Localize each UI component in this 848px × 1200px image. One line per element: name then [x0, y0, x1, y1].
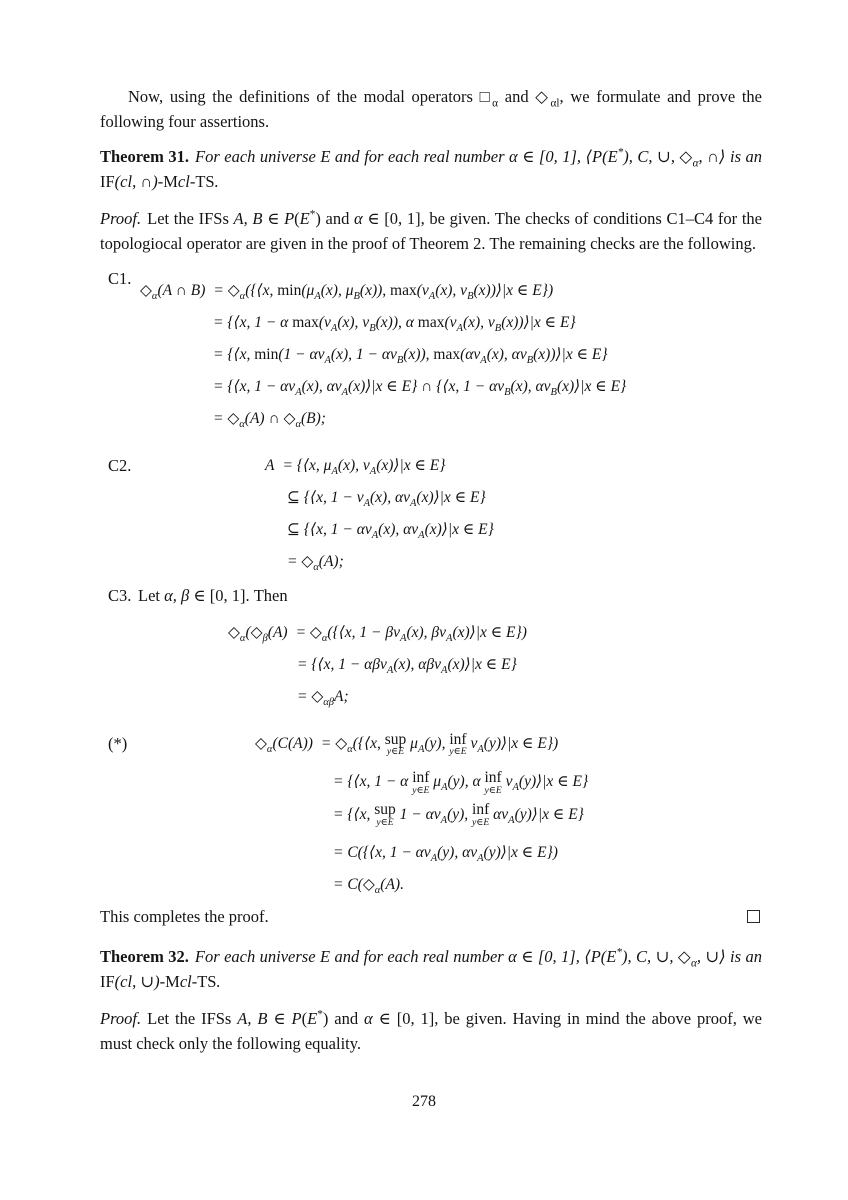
text-column [100, 0, 762, 1056]
equation-line: = {⟨x, sup y∈E $1 - \alpha\nu_A(y)$, inf y∈E $\alpha\nu_A(y)⟩|x$ ∈ E} [333, 801, 584, 828]
theorem-31-body: For each universe E and for each real number α ∈ [0, 1], ⟨P(E*), C, ∪, $◇_\alpha$, ∩⟩ is an IF(cl, ∩)-Mcl-TS. [100, 146, 763, 191]
condition-c1 [100, 269, 762, 431]
condition-c3 [100, 583, 762, 709]
equation-line: = C({⟨x, $1 - \alpha\nu_A(y)$, $\alpha\nu_A(y)⟩|x$ ∈ E}) [333, 844, 558, 865]
theorem-31-label: Theorem 31. [100, 147, 189, 166]
proof-closing-line [100, 904, 762, 929]
page-number: 278 [412, 1093, 436, 1110]
equation-line [255, 731, 762, 756]
theorem-32-body: For each universe E and for each real number α ∈ [0, 1], ⟨P(E*), C, ∪, $◇_\alpha$, ∪⟩ is an IF(cl, ∪)-Mcl-TS. [100, 946, 762, 992]
proof-31-label: Proof. [100, 209, 142, 228]
condition-c2 [100, 453, 762, 574]
equation-line: ⊆ {⟨x, $1 - \alpha\nu_A(x)$, $\alpha\nu_A(x)⟩|x$ ∈ E} [287, 521, 494, 542]
qed-box [747, 910, 760, 923]
condition-c3-equations [100, 620, 762, 709]
proof-32 [100, 1006, 762, 1056]
condition-c1-label: C1. [108, 269, 132, 288]
equation-rhs: = $◇_\alpha(\{⟨x$, $1 - \beta\nu_A(x)$, $\beta\nu_A(x)⟩|x$ ∈ E}) [295, 624, 527, 645]
equation-line: = {⟨x, $\min(1 - \alpha\nu_A(x)$, $1 - \alpha\nu_B(x)$), $\max(\alpha\nu_A(x)$, $\alpha\nu_B(x))⟩|x$ ∈ E} [213, 346, 608, 367]
equation-line: = $◇_\alpha(A)$; [287, 553, 344, 574]
equation-lhs: $◇_\alpha(A$ ∩ B) [140, 282, 206, 303]
proof-32-label: Proof. [100, 1009, 142, 1029]
equation-lhs: $◇_\alpha(C(A))$ [255, 735, 313, 756]
equation-lhs: A [265, 457, 275, 474]
equation-line [228, 620, 762, 645]
equation-line: = {⟨x, 1 − αβν$_A$(x), αβν$_A$(x)⟩|x ∈ E} [297, 656, 517, 677]
equation-star [100, 731, 762, 897]
equation-lhs: $◇_\alpha(◇_\beta(A)$ [228, 624, 288, 645]
equation-line [265, 453, 762, 478]
equation-rhs: = {⟨x, $\mu_A(x)$, $\nu_A(x)⟩|x$ ∈ E} [282, 457, 446, 478]
theorem-32-label: Theorem 32. [100, 947, 189, 967]
proof-32-body: Let the IFSs A, B ∈ P(E*) and α ∈ [0, 1], be given. Having in mind the above proof, we must check only the following equality. [100, 1008, 762, 1054]
closing-text: This completes the proof. [100, 907, 269, 927]
equation-line: ⊆ {⟨x, $1 - \nu_A(x)$, $\alpha\nu_A(x)⟩|x$ ∈ E} [287, 489, 486, 510]
theorem-31 [100, 144, 762, 194]
equation-line: = {⟨x, 1 − α $\max(\nu_A(x)$, $\nu_B(x)$), α $\max(\nu_A(x)$, $\nu_B(x))⟩|x$ ∈ E} [213, 314, 576, 335]
equation-rhs: = $◇_\alpha(\{⟨x$, $\min(\mu_A(x)$, $\mu_B(x)$), $\max(\nu_A(x)$, $\nu_B(x))⟩|x$ ∈ E}) [213, 282, 554, 303]
equation-line: = $◇_\alpha(A)$ ∩ $◇_\alpha(B)$; [213, 410, 326, 431]
condition-c3-heading: Let α, β ∈ [0, 1]. Then [138, 586, 288, 605]
equation-rhs: = $◇_\alpha(\{⟨x$, sup y∈E $\mu_A(y)$, inf y∈E $\nu_A(y)⟩|x$ ∈ E}) [320, 730, 559, 758]
condition-c3-label: C3. [108, 586, 132, 605]
theorem-32 [100, 944, 762, 994]
equation-star-label: (*) [108, 734, 128, 753]
equation-line: = {⟨x, 1 − α inf y∈E $\mu_A(y)$, α inf y∈E $\nu_A(y)⟩|x$ ∈ E} [333, 768, 589, 796]
equation-line: = $◇_{\alpha\beta}A$; [297, 688, 349, 709]
condition-c2-label: C2. [108, 456, 132, 475]
proof-31 [100, 206, 762, 256]
proof-31-body: Let the IFSs A, B ∈ P(E*) and α ∈ [0, 1], be given. The checks of conditions C1–C4 for the topologiocal operator are given in the proof of Theorem 2. The remaining checks are the following. [100, 208, 762, 253]
equation-line: = $C(◇_\alpha(A)$. [333, 876, 404, 897]
intro-paragraph: Now, using the definitions of the modal operators $□_\alpha$ and $◇_{\alpha l}$, we formulate and prove the following four assertions. [100, 87, 762, 131]
equation-line: = {⟨x, $1 - \alpha\nu_A(x)$, $\alpha\nu_A(x)⟩|x$ ∈ E} ∩ {⟨x, $1 - \alpha\nu_B(x)$, $\alpha\nu_B(x)⟩|x$ ∈ E} [213, 378, 627, 399]
equation-line [140, 278, 762, 303]
